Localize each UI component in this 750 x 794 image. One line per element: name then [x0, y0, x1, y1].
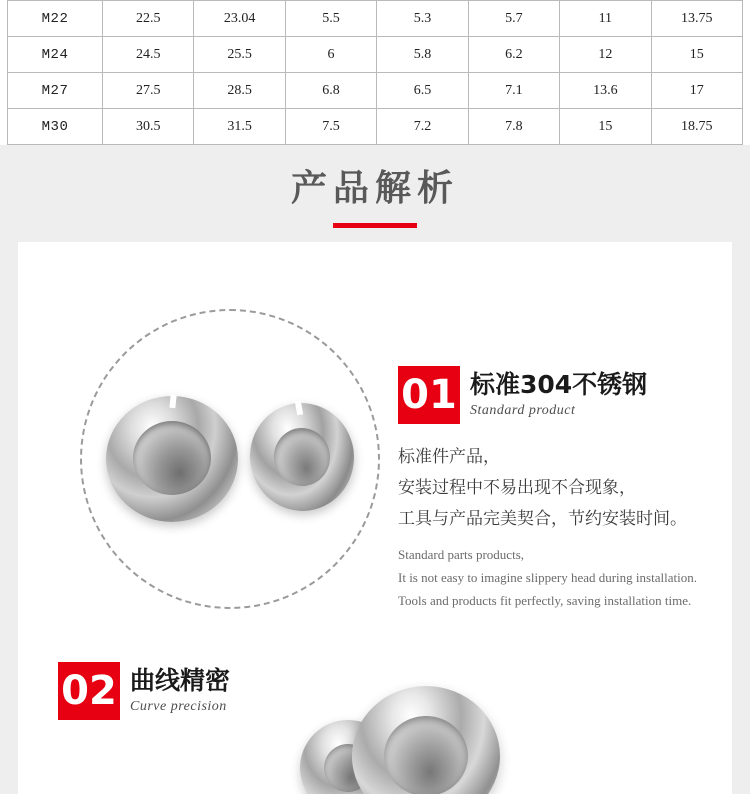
table-cell: 6	[285, 37, 376, 73]
feature-02-heading-row	[58, 662, 230, 720]
table-cell: 7.8	[468, 109, 559, 145]
table-cell: 22.5	[103, 1, 194, 37]
body-line-en: Standard parts products,	[398, 547, 525, 563]
table-cell: 7.1	[468, 73, 559, 109]
feature-number-badge: 02	[58, 662, 120, 720]
table-row	[8, 109, 743, 145]
highlight-sparkle-icon	[484, 682, 488, 686]
table-row	[8, 37, 743, 73]
table-cell: 31.5	[194, 109, 285, 145]
feature-block-02	[18, 656, 732, 794]
feature-body-cn	[398, 442, 708, 535]
page-title: 产品解析	[290, 168, 459, 209]
title-underline	[333, 223, 417, 228]
spring-washer-image-a	[352, 686, 500, 794]
table-cell: 11	[560, 1, 651, 37]
feature-number-badge: 01	[398, 366, 460, 424]
product-analysis-card	[18, 242, 732, 794]
table-cell: 18.75	[651, 109, 742, 145]
spec-table	[7, 0, 743, 145]
table-cell: 17	[651, 73, 742, 109]
table-cell-size: M27	[8, 73, 103, 109]
table-row	[8, 73, 743, 109]
body-line-en: It is not easy to imagine slippery head during installation.	[398, 570, 697, 586]
table-cell: 6.5	[377, 73, 468, 109]
table-cell: 30.5	[103, 109, 194, 145]
table-cell: 13.6	[560, 73, 651, 109]
table-cell-size: M30	[8, 109, 103, 145]
table-cell: 7.2	[377, 109, 468, 145]
content-band	[0, 242, 750, 794]
table-cell-size: M22	[8, 1, 103, 37]
spec-table-section	[0, 0, 750, 145]
spring-washer-small-image	[243, 396, 361, 517]
table-cell-size: M24	[8, 37, 103, 73]
table-cell: 5.5	[285, 1, 376, 37]
table-cell: 6.8	[285, 73, 376, 109]
washer-photo-circle	[80, 309, 380, 609]
feature-01-headline-group	[470, 371, 647, 419]
table-cell: 13.75	[651, 1, 742, 37]
feature-block-01	[18, 242, 732, 612]
body-line-cn: 安装过程中不易出现不合现象，	[398, 478, 636, 499]
feature-body-en	[398, 543, 708, 612]
table-cell: 28.5	[194, 73, 285, 109]
section-header	[0, 145, 750, 242]
body-line-en: Tools and products fit perfectly, saving installation time.	[398, 593, 692, 609]
table-cell: 23.04	[194, 1, 285, 37]
table-cell: 27.5	[103, 73, 194, 109]
table-row	[8, 1, 743, 37]
feature-02-headline-group	[130, 667, 230, 715]
table-cell: 15	[651, 37, 742, 73]
table-cell: 5.7	[468, 1, 559, 37]
feature-headline-cn: 标准304不锈钢	[470, 370, 648, 400]
table-cell: 5.8	[377, 37, 468, 73]
table-cell: 6.2	[468, 37, 559, 73]
body-line-cn: 标准件产品，	[398, 447, 500, 468]
spec-table-body	[8, 1, 743, 145]
feature-headline-cn: 曲线精密	[130, 666, 231, 696]
feature-01-text	[398, 366, 708, 612]
table-cell: 25.5	[194, 37, 285, 73]
feature-headline-en: Standard product	[470, 403, 576, 419]
table-cell: 24.5	[103, 37, 194, 73]
table-cell: 5.3	[377, 1, 468, 37]
table-cell: 15	[560, 109, 651, 145]
table-cell: 7.5	[285, 109, 376, 145]
washer-closeup-photo	[288, 634, 588, 794]
feature-01-heading-row	[398, 366, 708, 424]
table-cell: 12	[560, 37, 651, 73]
spring-washer-large-image	[106, 396, 238, 522]
body-line-cn: 工具与产品完美契合，节约安装时间。	[398, 509, 687, 530]
feature-headline-en: Curve precision	[130, 699, 227, 715]
